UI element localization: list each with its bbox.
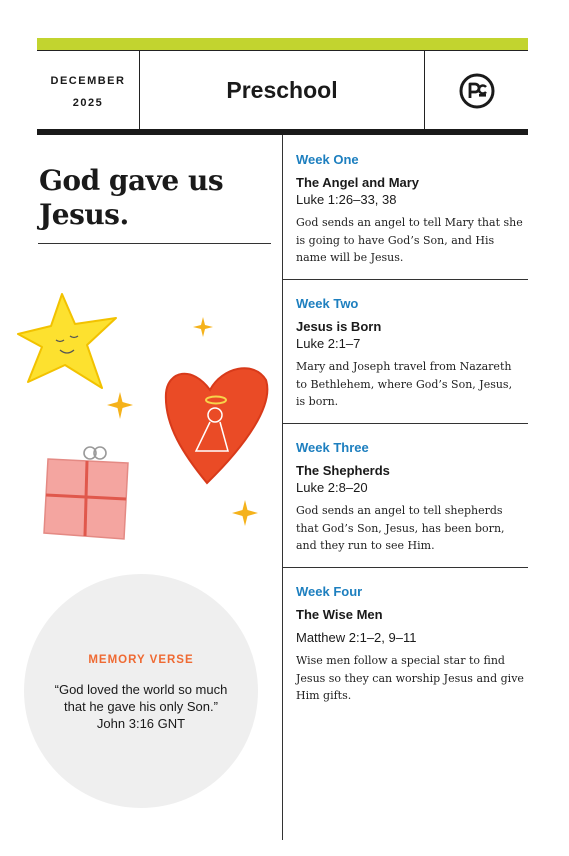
smiling-star-icon <box>18 294 116 388</box>
week-title: The Wise Men <box>296 607 383 622</box>
header <box>37 50 528 129</box>
week-title: Jesus is Born <box>296 319 382 334</box>
week-reference: Luke 1:26–33, 38 <box>296 192 397 207</box>
week-title: The Angel and Mary <box>296 175 420 190</box>
week-divider <box>283 423 528 424</box>
page-title: Preschool <box>140 51 425 130</box>
gift-box-icon <box>44 447 128 539</box>
week-description: God sends an angel to tell Mary that she is going to have God’s Son, and His name will be Jesus. <box>296 216 523 264</box>
accent-bar <box>37 38 528 50</box>
week-label: Week Three <box>296 440 369 455</box>
week-reference: Luke 2:8–20 <box>296 480 368 495</box>
week-two <box>283 296 528 420</box>
year-label: 2025 <box>72 97 104 109</box>
headline-rule <box>38 243 271 244</box>
week-description: Mary and Joseph travel from Nazareth to Bethlehem, where God’s Son, Jesus, is born. <box>296 360 513 408</box>
headline: God gave us Jesus. <box>39 164 224 231</box>
memory-verse-text: “God loved the world so much that he gave his only Son.” <box>54 682 228 714</box>
memory-verse-label: MEMORY VERSE <box>88 654 194 666</box>
logo <box>425 51 528 130</box>
week-label: Week Two <box>296 296 359 311</box>
pc-logo-icon <box>459 73 495 109</box>
illustration <box>14 285 276 545</box>
week-one <box>283 152 528 276</box>
date-block <box>37 51 140 130</box>
week-divider <box>283 567 528 568</box>
week-description: Wise men follow a special star to find Jesus so they can worship Jesus and give Him gifts. <box>296 654 524 702</box>
week-label: Week Four <box>296 584 363 599</box>
week-reference: Luke 2:1–7 <box>296 336 361 351</box>
week-label: Week One <box>296 152 359 167</box>
week-three <box>283 440 528 564</box>
week-title: The Shepherds <box>296 463 390 478</box>
week-reference: Matthew 2:1–2, 9–11 <box>296 630 417 645</box>
month-label: DECEMBER <box>50 75 126 87</box>
week-four <box>283 584 528 708</box>
heart-angel-icon <box>166 368 268 483</box>
week-divider <box>283 279 528 280</box>
memory-verse-reference: John 3:16 GNT <box>96 716 186 731</box>
week-description: God sends an angel to tell shepherds that God’s Son, Jesus, has been born, and they run to see Him. <box>296 504 505 552</box>
